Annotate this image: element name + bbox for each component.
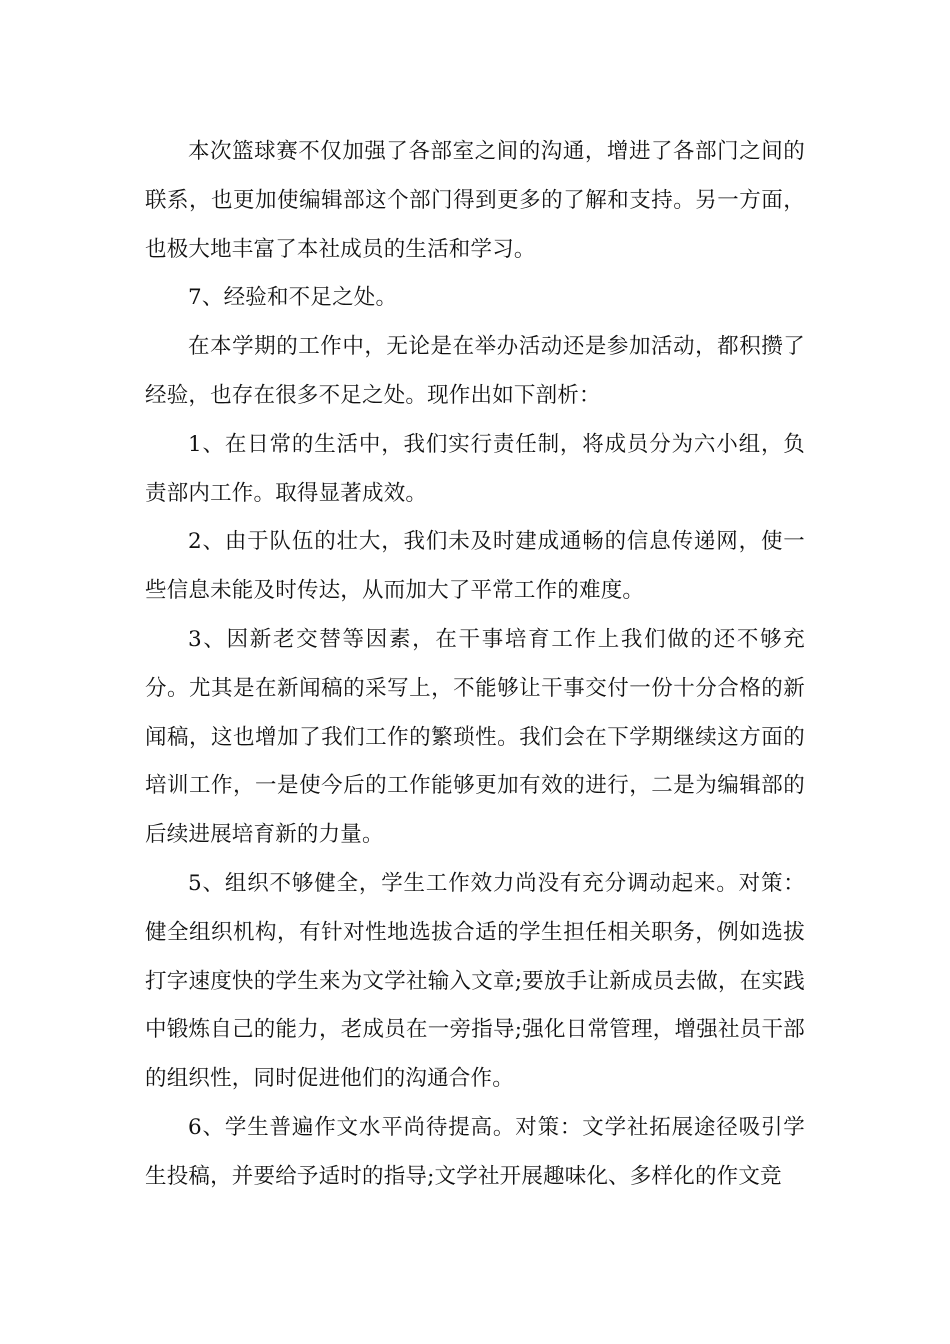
paragraph-item-5: 5、组织不够健全，学生工作效力尚没有充分调动起来。对策：健全组织机构，有针对性地选拔合适的学生担任相关职务，例如选拔打字速度快的学生来为文学社输入文章;要放手让新成员去做，在实践中锻炼自己的能力，老成员在一旁指导;强化日常管理，增强社员干部的组织性，同时促进他们的沟通合作。	[145, 870, 805, 1092]
paragraph-item-1: 1、在日常的生活中，我们实行责任制，将成员分为六小组，负责部内工作。取得显著成效。	[145, 431, 805, 506]
paragraph-basketball-summary: 本次篮球赛不仅加强了各部室之间的沟通，增进了各部门之间的联系，也更加使编辑部这个部门得到更多的了解和支持。另一方面，也极大地丰富了本社成员的生活和学习。	[145, 139, 805, 262]
paragraph-item-6: 6、学生普遍作文水平尚待提高。对策：文学社拓展途径吸引学生投稿，并要给予适时的指导;文学社开展趣味化、多样化的作文竞	[145, 1114, 805, 1189]
paragraph-heading-experience: 7、经验和不足之处。	[188, 285, 398, 311]
paragraph-item-3: 3、因新老交替等因素，在干事培育工作上我们做的还不够充分。尤其是在新闻稿的采写上，不能够让干事交付一份十分合格的新闻稿，这也增加了我们工作的繁琐性。我们会在下学期继续这方面的培训工作，一是使今后的工作能够更加有效的进行，二是为编辑部的后续进展培育新的力量。	[145, 626, 805, 848]
document-body	[145, 128, 805, 1202]
paragraph-item-2: 2、由于队伍的壮大，我们未及时建成通畅的信息传递网，使一些信息未能及时传达，从而加大了平常工作的难度。	[145, 529, 805, 604]
paragraph-semester-work: 在本学期的工作中，无论是在举办活动还是参加活动，都积攒了经验，也存在很多不足之处。现作出如下剖析：	[145, 334, 805, 408]
